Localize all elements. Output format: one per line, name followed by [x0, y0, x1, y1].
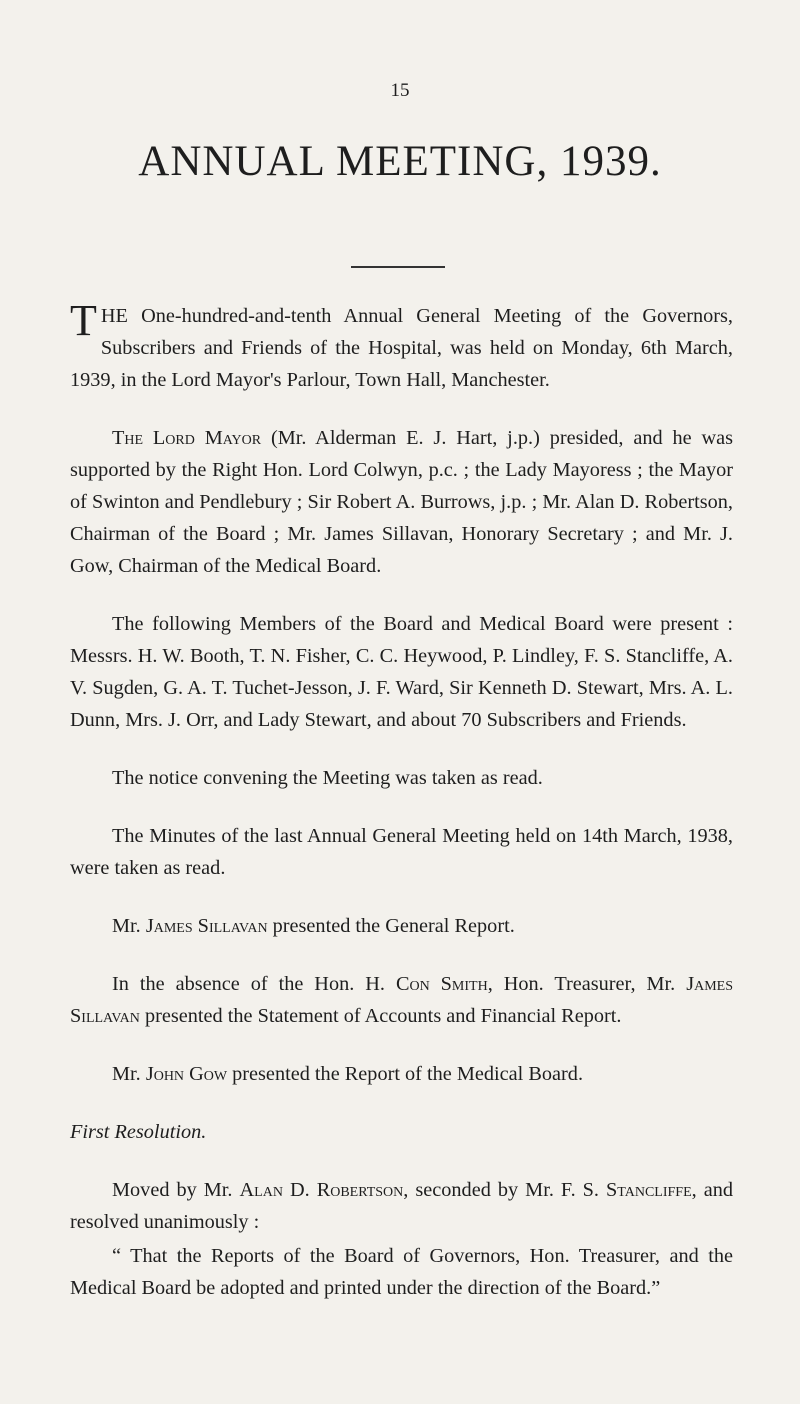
page-number: 15 — [390, 80, 410, 101]
general-report-paragraph — [70, 910, 733, 942]
resolution-paragraph — [70, 1174, 733, 1238]
notice-paragraph: The notice convening the Meeting was taken as read. — [112, 767, 543, 789]
resolution-pre: Moved by Mr. — [112, 1179, 240, 1201]
medical-report-pre: Mr. — [112, 1063, 146, 1085]
attendance-text: (Mr. Alderman E. J. Hart, j.p.) presided, and he was supported by the Right Hon. Lord Colwyn, p.c. ; the Lady Mayoress ; the Mayor of Swinton and Pendlebury ; Sir Robert A. Burrows, j.p. ; Mr. Alan D. Robertson, Chairman of the Board ; Mr. James Sillavan, Honorary Secretary ; and Mr. J. Gow, Chairman of the Medical Board. — [70, 427, 733, 577]
document-body — [70, 296, 733, 1330]
opening-paragraph — [70, 296, 733, 396]
title-divider — [351, 266, 445, 268]
attendance-paragraph — [70, 422, 733, 582]
resolution-mover: Alan D. Robertson — [239, 1179, 404, 1201]
medical-report-paragraph — [70, 1058, 733, 1090]
drop-cap: T — [70, 296, 97, 345]
accounts-name-2: James Sillavan — [70, 973, 733, 1027]
medical-report-text: presented the Report of the Medical Board. — [227, 1063, 584, 1085]
medical-report-name: John Gow — [145, 1063, 228, 1085]
attendance-lead: The Lord Mayor — [112, 427, 262, 449]
accounts-paragraph — [70, 968, 733, 1032]
members-paragraph: The following Members of the Board and Medical Board were present : Messrs. H. W. Booth, T. N. Fisher, C. C. Heywood, P. Lindley, F. S. Stancliffe, A. V. Sugden, G. A. T. Tuchet-Jesson, J. F. Ward, Sir Kenneth D. Stewart, Mrs. A. L. Dunn, Mrs. J. Orr, and Lady Stewart, and about 70 Subscribers and Friends. — [70, 613, 733, 731]
resolution-mid: , seconded by Mr. F. S. — [403, 1179, 607, 1201]
accounts-mid: , Hon. Treasurer, Mr. — [487, 973, 687, 995]
resolution-text: , and resolved unanimously : — [70, 1179, 733, 1233]
resolution-heading: First Resolution. — [70, 1121, 207, 1143]
general-report-pre: Mr. — [112, 915, 146, 937]
accounts-pre: In the absence of the Hon. H. — [112, 973, 396, 995]
accounts-text: presented the Statement of Accounts and Financial Report. — [139, 1005, 622, 1027]
accounts-name: Con Smith — [395, 973, 488, 995]
resolution-quote: “ That the Reports of the Board of Governors, Hon. Treasurer, and the Medical Board be adopted and printed under the direction of the Board.” — [70, 1245, 733, 1299]
opening-text: One-hundred-and-tenth Annual General Meeting of the Governors, Subscribers and Friends of the Hospital, was held on Monday, 6th March, 1939, in the Lord Mayor's Parlour, Town Hall, Manchester. — [70, 305, 733, 391]
minutes-paragraph: The Minutes of the last Annual General Meeting held on 14th March, 1938, were taken as read. — [70, 825, 733, 879]
resolution-seconder: Stancliffe — [606, 1179, 692, 1201]
page-title: ANNUAL MEETING, 1939. — [138, 138, 662, 185]
opening-lead: HE — [100, 305, 128, 327]
general-report-name: James Sillavan — [145, 915, 268, 937]
general-report-text: presented the General Report. — [267, 915, 515, 937]
